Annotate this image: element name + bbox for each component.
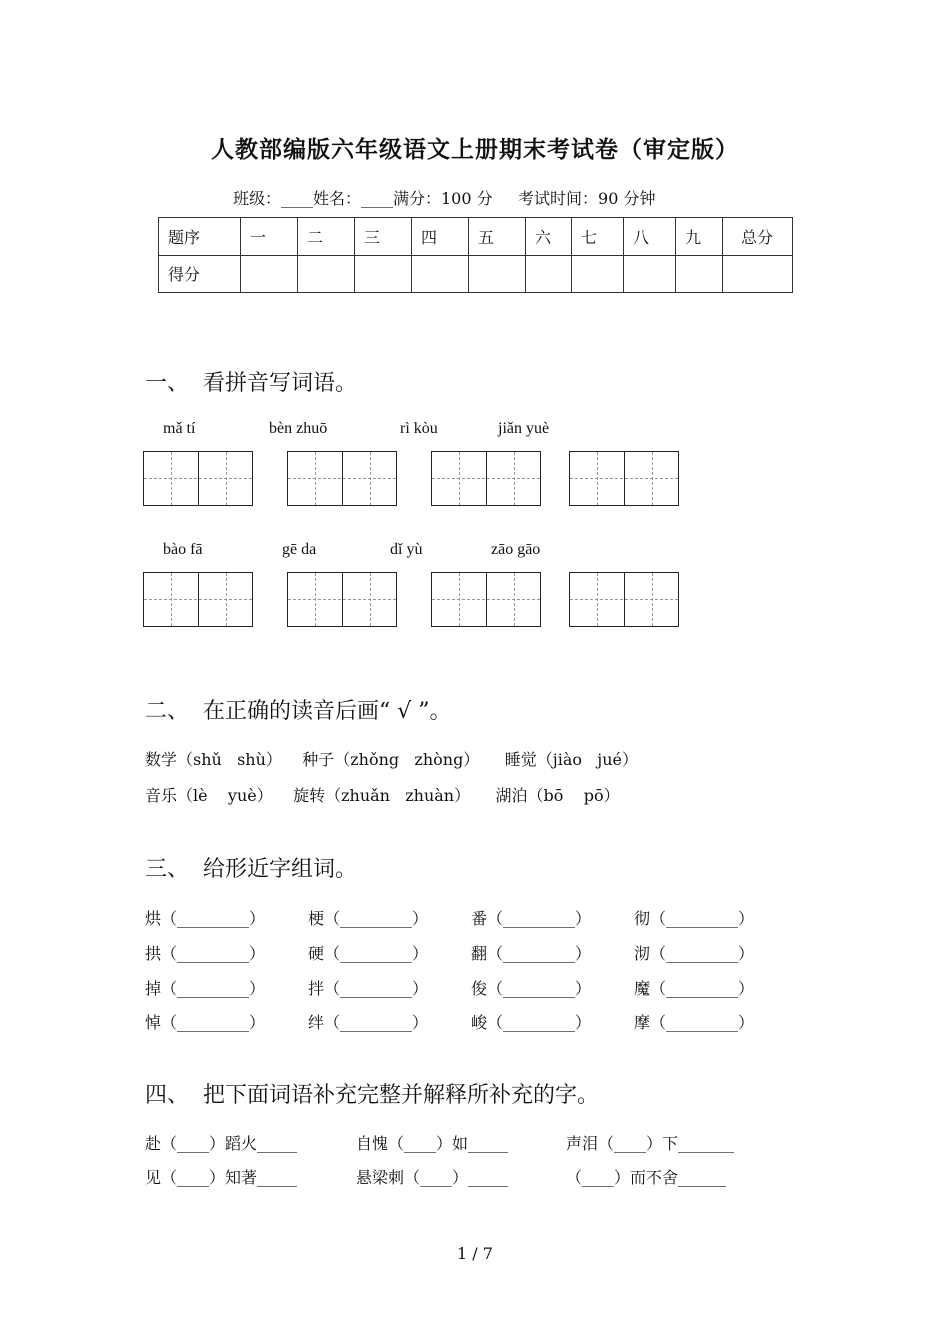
pinyin-label: dǐ yù bbox=[390, 541, 423, 558]
word-blank[interactable]: 拌（_________） bbox=[308, 979, 429, 998]
section2-title: 二、 在正确的读音后画“ √ ”。 bbox=[145, 699, 452, 724]
score-cell[interactable] bbox=[676, 255, 723, 293]
header-cell: 总分 bbox=[723, 218, 793, 256]
pinyin-label: mǎ tí bbox=[163, 420, 196, 437]
header-cell: 三 bbox=[355, 218, 412, 256]
section1-title: 一、 看拼音写词语。 bbox=[145, 371, 357, 396]
score-table bbox=[158, 217, 793, 293]
writing-grid[interactable] bbox=[287, 572, 397, 627]
word-blank[interactable]: 番（_________） bbox=[471, 909, 592, 928]
score-cell[interactable] bbox=[526, 255, 572, 293]
word-blank[interactable]: 翻（_________） bbox=[471, 944, 592, 963]
score-cell[interactable] bbox=[469, 255, 526, 293]
idiom-blank[interactable]: 声泪（____）下_______ bbox=[566, 1134, 735, 1153]
writing-grid[interactable] bbox=[287, 451, 397, 506]
idiom-blank[interactable]: 悬梁刺（____）_____ bbox=[356, 1168, 509, 1187]
pinyin-label: bào fā bbox=[163, 541, 203, 558]
idiom-blank[interactable]: 自愧（____）如_____ bbox=[356, 1134, 509, 1153]
writing-grid[interactable] bbox=[143, 572, 253, 627]
section3-title: 三、 给形近字组词。 bbox=[145, 857, 357, 882]
score-cell[interactable] bbox=[241, 255, 298, 293]
header-cell: 四 bbox=[412, 218, 469, 256]
score-cell[interactable] bbox=[298, 255, 355, 293]
pinyin-label: zāo gāo bbox=[491, 541, 541, 558]
word-blank[interactable]: 摩（_________） bbox=[634, 1013, 755, 1032]
writing-grid[interactable] bbox=[143, 451, 253, 506]
pinyin-label: gē da bbox=[282, 541, 317, 558]
header-cell: 六 bbox=[526, 218, 572, 256]
word-blank[interactable]: 绊（_________） bbox=[308, 1013, 429, 1032]
pinyin-label: rì kòu bbox=[400, 420, 438, 437]
score-table-header-row bbox=[159, 218, 793, 256]
row-label: 得分 bbox=[159, 255, 241, 293]
word-blank[interactable]: 魔（_________） bbox=[634, 979, 755, 998]
score-cell[interactable] bbox=[355, 255, 412, 293]
word-blank[interactable]: 峻（_________） bbox=[471, 1013, 592, 1032]
idiom-blank[interactable]: （____）而不舍______ bbox=[566, 1168, 727, 1187]
word-blank[interactable]: 梗（_________） bbox=[308, 909, 429, 928]
header-cell: 二 bbox=[298, 218, 355, 256]
score-cell[interactable] bbox=[572, 255, 624, 293]
word-blank[interactable]: 俊（_________） bbox=[471, 979, 592, 998]
idiom-blank[interactable]: 赴（____）蹈火_____ bbox=[145, 1134, 298, 1153]
score-cell[interactable] bbox=[624, 255, 676, 293]
word-blank[interactable]: 悼（_________） bbox=[145, 1013, 266, 1032]
idiom-blank[interactable]: 见（____）知著_____ bbox=[145, 1168, 298, 1187]
section4-title: 四、 把下面词语补充完整并解释所补充的字。 bbox=[145, 1083, 599, 1108]
page-number: 1 / 7 bbox=[457, 1244, 493, 1263]
writing-grid[interactable] bbox=[431, 572, 541, 627]
exam-info: 班级：____姓名：____满分：100 分 考试时间：90 分钟 bbox=[233, 189, 656, 208]
header-cell: 九 bbox=[676, 218, 723, 256]
word-blank[interactable]: 拱（_________） bbox=[145, 944, 266, 963]
word-blank[interactable]: 烘（_________） bbox=[145, 909, 266, 928]
word-blank[interactable]: 彻（_________） bbox=[634, 909, 755, 928]
header-cell: 题序 bbox=[159, 218, 241, 256]
word-blank[interactable]: 沏（_________） bbox=[634, 944, 755, 963]
writing-grid[interactable] bbox=[569, 572, 679, 627]
header-cell: 五 bbox=[469, 218, 526, 256]
word-blank[interactable]: 掉（_________） bbox=[145, 979, 266, 998]
score-cell[interactable] bbox=[412, 255, 469, 293]
header-cell: 七 bbox=[572, 218, 624, 256]
header-cell: 八 bbox=[624, 218, 676, 256]
pinyin-label: jiǎn yuè bbox=[498, 420, 550, 437]
pronunciation-line[interactable]: 音乐（lè yuè） 旋转（zhuǎn zhuàn） 湖泊（bō pō） bbox=[145, 786, 620, 805]
pronunciation-line[interactable]: 数学（shǔ shù） 种子（zhǒng zhòng） 睡觉（jiào jué） bbox=[145, 750, 639, 769]
score-cell[interactable] bbox=[723, 255, 793, 293]
header-cell: 一 bbox=[241, 218, 298, 256]
pinyin-label: bèn zhuō bbox=[269, 420, 328, 437]
writing-grid[interactable] bbox=[431, 451, 541, 506]
writing-grid[interactable] bbox=[569, 451, 679, 506]
page-title: 人教部编版六年级语文上册期末考试卷（审定版） bbox=[211, 136, 739, 163]
score-table-row bbox=[159, 255, 793, 293]
word-blank[interactable]: 硬（_________） bbox=[308, 944, 429, 963]
